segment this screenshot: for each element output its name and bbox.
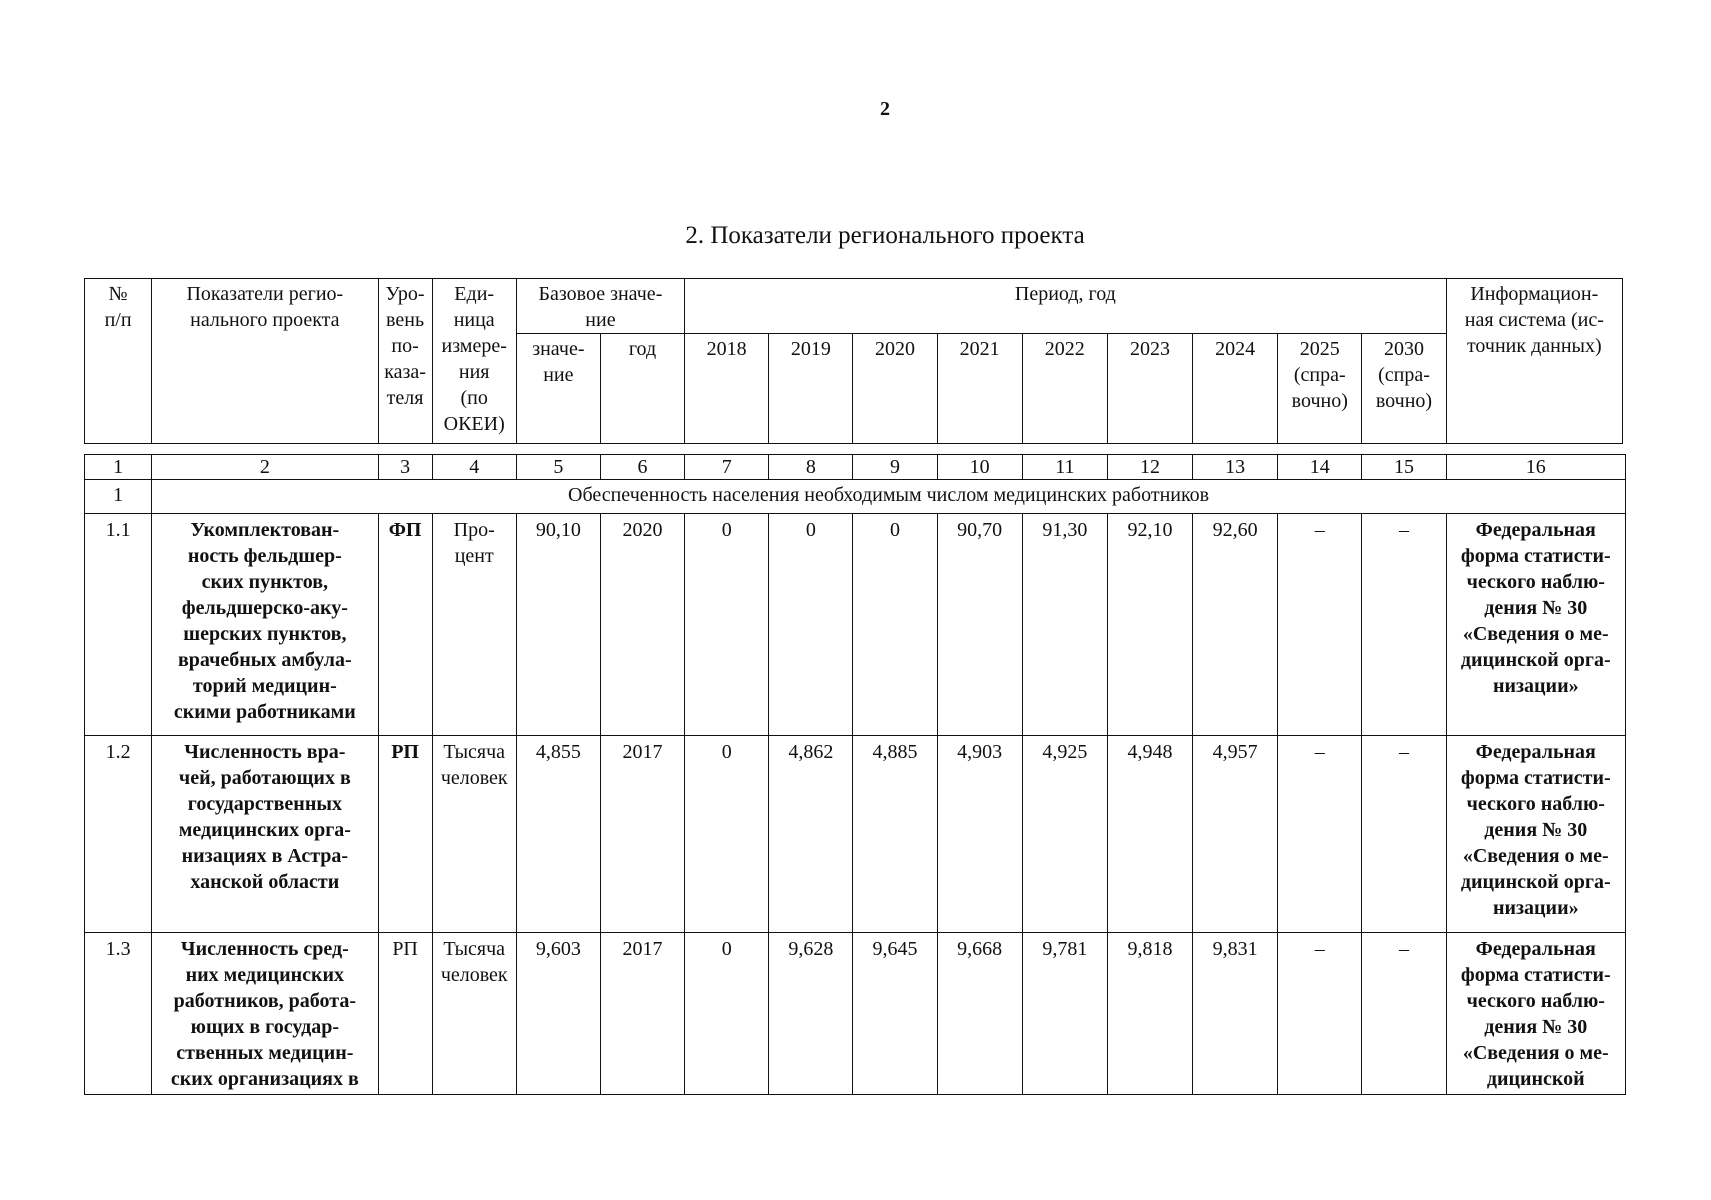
text-line: Про-: [453, 519, 495, 541]
header-line: ница: [453, 309, 495, 331]
header-line: №: [108, 283, 128, 305]
base-year: 2017: [600, 736, 684, 933]
text-line: дицинской орга-: [1460, 871, 1611, 893]
value-2018: 0: [685, 736, 769, 933]
base-value: 4,855: [516, 736, 600, 933]
text-line: дения № 30: [1484, 819, 1588, 841]
indicator-name: [152, 514, 378, 736]
data-source: [1446, 933, 1625, 1095]
section-number: 1: [85, 480, 152, 514]
value-2018: 0: [685, 514, 769, 736]
text-line: дицинской орга-: [1460, 649, 1611, 671]
text-line: торий медицин-: [192, 675, 337, 697]
text-line: ческого наблю-: [1466, 571, 1605, 593]
text-line: человек: [440, 767, 508, 789]
header-line: п/п: [104, 309, 132, 331]
header-info-system: [1446, 279, 1622, 444]
unit: [432, 933, 516, 1095]
row-number: 1.1: [85, 514, 152, 736]
header-line: ная система (ис-: [1464, 309, 1604, 331]
text-line: государственных: [187, 793, 342, 815]
value-2023: 4,948: [1107, 736, 1192, 933]
value-2020: 0: [853, 514, 937, 736]
text-line: низациях в Астра-: [181, 845, 349, 867]
row-number: 1.3: [85, 933, 152, 1095]
table-row: [85, 736, 1626, 933]
text-line: шерских пунктов,: [183, 623, 347, 645]
text-line: Численность вра-: [184, 741, 346, 763]
row-number: 1.2: [85, 736, 152, 933]
header-line: 2025: [1299, 338, 1340, 360]
value-2019: 0: [769, 514, 853, 736]
header-line: вень: [386, 309, 425, 331]
unit: [432, 736, 516, 933]
header-line: каза-: [384, 361, 426, 383]
text-line: Численность сред-: [180, 938, 349, 960]
header-line: измере-: [441, 335, 507, 357]
section-row: [85, 480, 1626, 514]
text-line: низации»: [1492, 675, 1579, 697]
base-year: 2020: [600, 514, 684, 736]
text-line: «Сведения о ме-: [1462, 623, 1609, 645]
column-number: 5: [516, 455, 600, 480]
indicator-name: [152, 933, 378, 1095]
text-line: чей, работающих в: [178, 767, 351, 789]
data-source: [1446, 736, 1625, 933]
indicators-table: [84, 454, 1626, 1095]
value-2024: 9,831: [1193, 933, 1278, 1095]
base-value: 90,10: [516, 514, 600, 736]
value-2025: –: [1278, 933, 1362, 1095]
value-2030: –: [1362, 514, 1446, 736]
value-2030: –: [1362, 736, 1446, 933]
indicator-level: РП: [378, 736, 432, 933]
text-line: дицинской: [1486, 1068, 1585, 1090]
text-line: работников, работа-: [173, 990, 357, 1012]
column-number: 12: [1107, 455, 1192, 480]
column-number: 15: [1362, 455, 1446, 480]
text-line: Федеральная: [1475, 938, 1596, 960]
text-line: «Сведения о ме-: [1462, 1042, 1609, 1064]
text-line: дения № 30: [1484, 597, 1588, 619]
header-line: Период, год: [1014, 283, 1116, 305]
header-line: Уро-: [385, 283, 425, 305]
text-line: человек: [440, 964, 508, 986]
column-number: 10: [937, 455, 1022, 480]
column-number: 7: [685, 455, 769, 480]
indicator-level: ФП: [378, 514, 432, 736]
column-number: 6: [600, 455, 684, 480]
header-line: 2030: [1383, 338, 1424, 360]
header-base: [516, 279, 684, 334]
table-row: [85, 514, 1626, 736]
text-line: форма статисти-: [1460, 545, 1611, 567]
header-period: [685, 279, 1447, 334]
header-line: вочно): [1291, 390, 1348, 412]
value-2022: 4,925: [1022, 736, 1107, 933]
header-line: Еди-: [454, 283, 495, 305]
header-line: Показатели регио-: [186, 283, 344, 305]
text-line: ческого наблю-: [1466, 793, 1605, 815]
text-line: Тысяча: [443, 938, 506, 960]
column-number: 9: [853, 455, 937, 480]
text-line: цент: [454, 545, 494, 567]
text-line: ющих в государ-: [190, 1016, 340, 1038]
header-indicator: [152, 279, 378, 444]
header-base-year: год: [600, 334, 684, 444]
text-line: Федеральная: [1475, 741, 1596, 763]
data-source: [1446, 514, 1625, 736]
header-year: 2021: [937, 334, 1022, 444]
text-line: ственных медицин-: [176, 1042, 354, 1064]
value-2022: 9,781: [1022, 933, 1107, 1095]
value-2021: 90,70: [937, 514, 1022, 736]
header-year-2025: [1278, 334, 1362, 444]
table-row: [85, 933, 1626, 1095]
value-2020: 9,645: [853, 933, 937, 1095]
value-2024: 4,957: [1193, 736, 1278, 933]
text-line: Федеральная: [1475, 519, 1596, 541]
value-2020: 4,885: [853, 736, 937, 933]
text-line: скими работниками: [173, 701, 356, 723]
header-year: 2022: [1022, 334, 1107, 444]
value-2018: 0: [685, 933, 769, 1095]
header-line: точник данных): [1466, 335, 1602, 357]
value-2019: 4,862: [769, 736, 853, 933]
header-line: ОКЕИ): [443, 413, 505, 435]
header-line: (по: [460, 387, 488, 409]
value-2025: –: [1278, 736, 1362, 933]
header-base-value: [516, 334, 600, 444]
text-line: «Сведения о ме-: [1462, 845, 1609, 867]
text-line: Тысяча: [443, 741, 506, 763]
header-line: Базовое значе-: [538, 283, 663, 305]
header-line: значе-: [532, 338, 585, 360]
text-line: Укомплектован-: [190, 519, 340, 541]
page-number: 2: [880, 98, 890, 120]
value-2023: 9,818: [1107, 933, 1192, 1095]
text-line: форма статисти-: [1460, 964, 1611, 986]
text-line: форма статисти-: [1460, 767, 1611, 789]
header-line: Информацион-: [1470, 283, 1599, 305]
value-2030: –: [1362, 933, 1446, 1095]
value-2023: 92,10: [1107, 514, 1192, 736]
text-line: ханской области: [190, 871, 340, 893]
header-line: ние: [543, 364, 574, 386]
header-year: 2024: [1193, 334, 1278, 444]
value-2021: 4,903: [937, 736, 1022, 933]
header-line: теля: [386, 387, 424, 409]
header-year: 2018: [685, 334, 769, 444]
column-number: 4: [432, 455, 516, 480]
value-2024: 92,60: [1193, 514, 1278, 736]
header-line: (спра-: [1378, 364, 1430, 386]
indicator-name: [152, 736, 378, 933]
header-line: по-: [391, 335, 419, 357]
value-2025: –: [1278, 514, 1362, 736]
header-year: 2023: [1107, 334, 1192, 444]
text-line: них медицинских: [185, 964, 345, 986]
column-number: 2: [152, 455, 378, 480]
text-line: дения № 30: [1484, 1016, 1588, 1038]
text-line: фельдшерско-аку-: [181, 597, 348, 619]
column-number: 11: [1022, 455, 1107, 480]
header-year-2030: [1362, 334, 1446, 444]
header-number: [85, 279, 152, 444]
header-line: вочно): [1375, 390, 1433, 412]
text-line: ческого наблю-: [1466, 990, 1605, 1012]
header-level: [378, 279, 432, 444]
text-line: низации»: [1492, 897, 1579, 919]
header-unit: [432, 279, 516, 444]
base-year: 2017: [600, 933, 684, 1095]
header-line: ние: [585, 309, 616, 331]
section-title: 2. Показатели регионального проекта: [685, 222, 1085, 249]
section-title-cell: Обеспеченность населения необходимым числом медицинских работников: [152, 480, 1626, 514]
header-line: ния: [458, 361, 490, 383]
value-2022: 91,30: [1022, 514, 1107, 736]
column-number: 8: [769, 455, 853, 480]
unit: [432, 514, 516, 736]
header-year: 2019: [769, 334, 853, 444]
column-number: 3: [378, 455, 432, 480]
header-year: 2020: [853, 334, 937, 444]
column-number: 16: [1446, 455, 1625, 480]
header-table: [84, 278, 1623, 444]
value-2021: 9,668: [937, 933, 1022, 1095]
text-line: ских пунктов,: [201, 571, 329, 593]
header-line: (спра-: [1293, 364, 1346, 386]
header-line: нального проекта: [190, 309, 340, 331]
column-number: 13: [1193, 455, 1278, 480]
column-number: 14: [1278, 455, 1362, 480]
base-value: 9,603: [516, 933, 600, 1095]
column-number-row: [85, 455, 1626, 480]
text-line: ских организациях в: [170, 1068, 359, 1090]
column-number: 1: [85, 455, 152, 480]
value-2019: 9,628: [769, 933, 853, 1095]
indicator-level: РП: [378, 933, 432, 1095]
text-line: медицинских орга-: [178, 819, 351, 841]
text-line: ность фельдшер-: [187, 545, 342, 567]
text-line: врачебных амбула-: [178, 649, 352, 671]
